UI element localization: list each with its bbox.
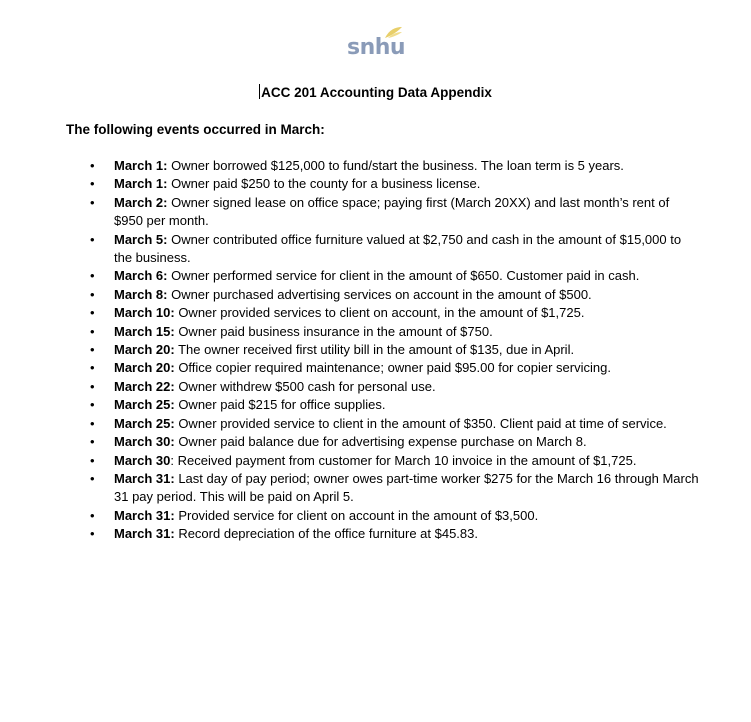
- event-item: [0, 378, 700, 396]
- bullet-icon: •: [90, 286, 95, 302]
- snhu-logo: [347, 26, 407, 66]
- event-item: [0, 175, 700, 193]
- bullet-icon: •: [90, 194, 95, 210]
- bullet-icon: •: [90, 415, 95, 431]
- event-text: The owner received first utility bill in the amount of $135, due in April.: [174, 342, 575, 358]
- event-item: [0, 323, 700, 341]
- event-item: [0, 525, 700, 543]
- event-item: [0, 452, 700, 470]
- event-date: March 15:: [114, 323, 175, 339]
- document-title: [0, 84, 751, 102]
- intro-heading: The following events occurred in March:: [66, 122, 325, 137]
- event-text: Owner contributed office furniture valued at $2,750 and cash in the amount of $15,000 to the business.: [114, 231, 682, 266]
- bullet-icon: •: [90, 323, 95, 339]
- event-item: [0, 396, 700, 414]
- event-text: Owner purchased advertising services on account in the amount of $500.: [167, 286, 592, 302]
- event-text: Owner paid balance due for advertising expense purchase on March 8.: [174, 434, 587, 450]
- bullet-icon: •: [90, 507, 95, 523]
- bullet-icon: •: [90, 434, 95, 450]
- event-text: Owner withdrew $500 cash for personal use.: [174, 378, 436, 394]
- event-item: [0, 359, 700, 377]
- bullet-icon: •: [90, 158, 95, 173]
- event-text: Last day of pay period; owner owes part-time worker $275 for the March 16 through March 31 pay period. This will be paid on April 5.: [114, 470, 699, 505]
- bullet-icon: •: [90, 452, 95, 468]
- event-item: [0, 157, 700, 175]
- event-date: March 31:: [114, 526, 175, 542]
- title-text: ACC 201 Accounting Data Appendix: [261, 85, 492, 100]
- event-date: March 30: [114, 452, 171, 468]
- event-date: March 5:: [114, 231, 168, 247]
- bullet-icon: •: [90, 470, 95, 486]
- event-date: March 25:: [114, 415, 175, 431]
- bullet-icon: •: [90, 231, 95, 247]
- event-item: [0, 415, 700, 433]
- event-text: Office copier required maintenance; owner paid $95.00 for copier servicing.: [174, 360, 611, 376]
- logo-text: snhu: [347, 35, 406, 60]
- event-text: Record depreciation of the office furniture at $45.83.: [174, 526, 478, 542]
- event-item: [0, 470, 700, 507]
- event-date: March 8:: [114, 286, 168, 302]
- event-date: March 20:: [114, 342, 175, 358]
- event-date: March 10:: [114, 305, 175, 321]
- event-item: [0, 231, 700, 268]
- event-date: March 2:: [114, 194, 168, 210]
- event-item: [0, 304, 700, 322]
- event-text: : Received payment from customer for March 10 invoice in the amount of $1,725.: [170, 452, 637, 468]
- event-item: [0, 341, 700, 359]
- event-date: March 22:: [114, 378, 175, 394]
- event-text: Owner performed service for client in the amount of $650. Customer paid in cash.: [167, 268, 640, 284]
- event-text: Owner signed lease on office space; paying first (March 20XX) and last month’s rent of $950 per month.: [114, 194, 670, 229]
- event-text: Owner provided service to client in the amount of $350. Client paid at time of service.: [174, 415, 667, 431]
- event-date: March 25:: [114, 397, 175, 413]
- event-date: March 31:: [114, 507, 175, 523]
- bullet-icon: •: [90, 397, 95, 413]
- event-date: March 1:: [114, 158, 168, 173]
- event-text: Owner borrowed $125,000 to fund/start the business. The loan term is 5 years.: [167, 158, 624, 173]
- text-cursor: [259, 84, 260, 99]
- event-item: [0, 267, 700, 285]
- bullet-icon: •: [90, 176, 95, 192]
- bullet-icon: •: [90, 305, 95, 321]
- event-text: Owner paid business insurance in the amount of $750.: [174, 323, 493, 339]
- events-list: [0, 157, 700, 544]
- event-item: [0, 194, 700, 231]
- bullet-icon: •: [90, 526, 95, 542]
- event-date: March 20:: [114, 360, 175, 376]
- event-date: March 1:: [114, 176, 168, 192]
- event-item: [0, 433, 700, 451]
- event-item: [0, 507, 700, 525]
- event-text: Provided service for client on account in the amount of $3,500.: [174, 507, 539, 523]
- bullet-icon: •: [90, 378, 95, 394]
- bullet-icon: •: [90, 360, 95, 376]
- bullet-icon: •: [90, 342, 95, 358]
- event-text: Owner paid $250 to the county for a business license.: [167, 176, 481, 192]
- bullet-icon: •: [90, 268, 95, 284]
- event-date: March 30:: [114, 434, 175, 450]
- event-text: Owner provided services to client on account, in the amount of $1,725.: [174, 305, 585, 321]
- event-item: [0, 286, 700, 304]
- event-date: March 31:: [114, 470, 175, 486]
- event-text: Owner paid $215 for office supplies.: [174, 397, 386, 413]
- event-date: March 6:: [114, 268, 168, 284]
